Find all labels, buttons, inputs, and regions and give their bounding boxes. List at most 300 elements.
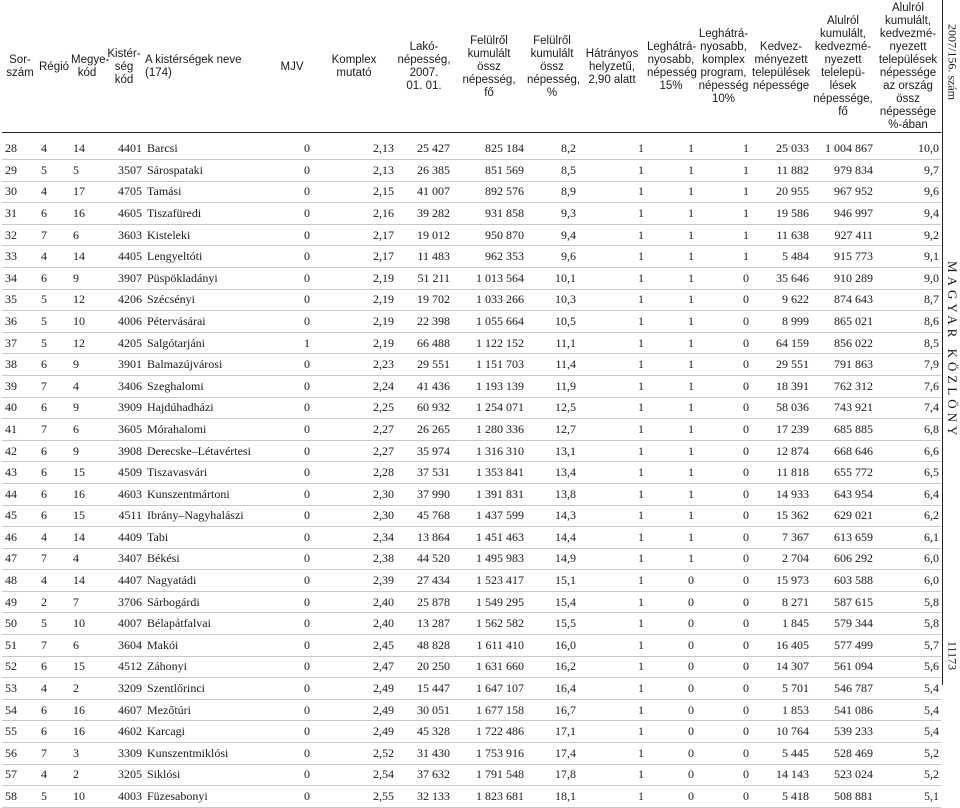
cell-serial: 47 [2, 548, 38, 570]
cell-mjv: 0 [272, 635, 312, 657]
cell-disadvantaged: 1 [578, 635, 646, 657]
cell-cum-pop-bottom-pct: 6,1 [875, 527, 941, 549]
cell-subregion-code: 4407 [104, 570, 144, 592]
cell-subregion-name: Püspökladányi [144, 267, 272, 289]
cell-region: 4 [38, 764, 70, 786]
cell-region: 6 [38, 462, 70, 484]
cell-subregion-name: Tiszafüredi [144, 203, 272, 225]
cell-cum-pop-bottom: 655 772 [811, 462, 875, 484]
cell-cum-pop-top: 1 151 703 [452, 354, 526, 376]
cell-cum-pop-bottom: 967 952 [811, 181, 875, 203]
cell-cum-pop-bottom: 643 954 [811, 483, 875, 505]
cell-region: 6 [38, 699, 70, 721]
cell-cum-pop-top-pct: 8,2 [526, 133, 578, 160]
cell-most-disadv-10: 0 [696, 527, 751, 549]
header-col-most-disadv-10: Leghátrá- nyosabb, komplex program, népesség 10% [696, 2, 751, 133]
cell-favoured-pop: 29 551 [751, 354, 811, 376]
cell-subregion-code: 3209 [104, 678, 144, 700]
cell-cum-pop-top: 1 280 336 [452, 419, 526, 441]
cell-most-disadv-15: 0 [646, 764, 696, 786]
cell-serial: 38 [2, 354, 38, 376]
cell-cum-pop-top-pct: 9,4 [526, 224, 578, 246]
cell-population: 20 250 [396, 656, 452, 678]
cell-subregion-code: 4603 [104, 483, 144, 505]
cell-cum-pop-top-pct: 15,1 [526, 570, 578, 592]
cell-most-disadv-10: 0 [696, 354, 751, 376]
cell-favoured-pop: 11 882 [751, 160, 811, 182]
cell-favoured-pop: 7 367 [751, 527, 811, 549]
cell-region: 6 [38, 354, 70, 376]
cell-region: 7 [38, 224, 70, 246]
cell-county-code: 9 [70, 354, 104, 376]
cell-subregion-name: Sárospataki [144, 160, 272, 182]
cell-mjv: 0 [272, 699, 312, 721]
cell-mjv: 0 [272, 505, 312, 527]
table-row [2, 203, 941, 225]
cell-population: 22 398 [396, 311, 452, 333]
cell-subregion-code: 3309 [104, 743, 144, 765]
cell-favoured-pop: 58 036 [751, 397, 811, 419]
cell-cum-pop-top: 1 722 486 [452, 721, 526, 743]
cell-favoured-pop: 1 853 [751, 699, 811, 721]
cell-cum-pop-bottom: 915 773 [811, 246, 875, 268]
cell-serial: 49 [2, 591, 38, 613]
cell-county-code: 16 [70, 483, 104, 505]
cell-most-disadv-10: 0 [696, 570, 751, 592]
cell-disadvantaged: 1 [578, 311, 646, 333]
cell-disadvantaged: 1 [578, 440, 646, 462]
cell-complex-index: 2,28 [312, 462, 396, 484]
cell-cum-pop-top-pct: 17,8 [526, 764, 578, 786]
cell-disadvantaged: 1 [578, 224, 646, 246]
header-col-serial: Sor- szám [2, 2, 38, 133]
cell-serial: 34 [2, 267, 38, 289]
cell-most-disadv-15: 1 [646, 332, 696, 354]
cell-cum-pop-bottom-pct: 7,6 [875, 375, 941, 397]
cell-subregion-name: Tamási [144, 181, 272, 203]
cell-disadvantaged: 1 [578, 181, 646, 203]
table-row [2, 267, 941, 289]
cell-population: 45 768 [396, 505, 452, 527]
cell-county-code: 4 [70, 548, 104, 570]
cell-subregion-code: 4401 [104, 133, 144, 160]
cell-cum-pop-top: 1 791 548 [452, 764, 526, 786]
cell-subregion-name: Kisteleki [144, 224, 272, 246]
cell-region: 7 [38, 375, 70, 397]
cell-mjv: 0 [272, 743, 312, 765]
cell-mjv: 0 [272, 786, 312, 808]
cell-cum-pop-bottom-pct: 6,4 [875, 483, 941, 505]
cell-favoured-pop: 14 143 [751, 764, 811, 786]
cell-cum-pop-bottom: 539 233 [811, 721, 875, 743]
cell-favoured-pop: 2 704 [751, 548, 811, 570]
cell-subregion-code: 4405 [104, 246, 144, 268]
cell-disadvantaged: 1 [578, 699, 646, 721]
cell-complex-index: 2,13 [312, 160, 396, 182]
cell-subregion-name: Békési [144, 548, 272, 570]
cell-subregion-name: Tabi [144, 527, 272, 549]
cell-population: 25 878 [396, 591, 452, 613]
cell-cum-pop-bottom-pct: 5,4 [875, 721, 941, 743]
cell-most-disadv-15: 0 [646, 613, 696, 635]
cell-subregion-name: Makói [144, 635, 272, 657]
cell-subregion-name: Szentlőrinci [144, 678, 272, 700]
cell-population: 39 282 [396, 203, 452, 225]
cell-subregion-code: 3908 [104, 440, 144, 462]
table-row [2, 246, 941, 268]
cell-favoured-pop: 1 845 [751, 613, 811, 635]
table-row [2, 527, 941, 549]
cell-cum-pop-top-pct: 15,5 [526, 613, 578, 635]
cell-favoured-pop: 5 418 [751, 786, 811, 808]
cell-cum-pop-top-pct: 9,3 [526, 203, 578, 225]
cell-disadvantaged: 1 [578, 548, 646, 570]
cell-mjv: 0 [272, 721, 312, 743]
cell-cum-pop-top-pct: 12,5 [526, 397, 578, 419]
cell-county-code: 16 [70, 699, 104, 721]
cell-most-disadv-10: 0 [696, 311, 751, 333]
cell-favoured-pop: 17 239 [751, 419, 811, 441]
cell-population: 13 287 [396, 613, 452, 635]
cell-favoured-pop: 5 445 [751, 743, 811, 765]
cell-cum-pop-bottom-pct: 8,6 [875, 311, 941, 333]
cell-disadvantaged: 1 [578, 721, 646, 743]
cell-subregion-code: 3604 [104, 635, 144, 657]
cell-complex-index: 2,54 [312, 764, 396, 786]
cell-region: 5 [38, 289, 70, 311]
journal-title: MAGYAR KÖZLÖNY [945, 260, 960, 440]
cell-subregion-name: Karcagi [144, 721, 272, 743]
cell-serial: 32 [2, 224, 38, 246]
cell-serial: 28 [2, 133, 38, 160]
cell-cum-pop-top: 1 055 664 [452, 311, 526, 333]
cell-mjv: 0 [272, 591, 312, 613]
cell-serial: 54 [2, 699, 38, 721]
cell-most-disadv-15: 0 [646, 786, 696, 808]
cell-county-code: 3 [70, 743, 104, 765]
cell-disadvantaged: 1 [578, 483, 646, 505]
table-row [2, 181, 941, 203]
cell-most-disadv-10: 0 [696, 548, 751, 570]
cell-serial: 46 [2, 527, 38, 549]
cell-disadvantaged: 1 [578, 267, 646, 289]
cell-most-disadv-10: 0 [696, 721, 751, 743]
cell-serial: 35 [2, 289, 38, 311]
cell-cum-pop-bottom: 874 643 [811, 289, 875, 311]
cell-cum-pop-bottom: 979 834 [811, 160, 875, 182]
table-row [2, 786, 941, 808]
cell-favoured-pop: 8 271 [751, 591, 811, 613]
cell-cum-pop-bottom: 743 921 [811, 397, 875, 419]
cell-cum-pop-bottom: 528 469 [811, 743, 875, 765]
header-col-favoured-pop: Kedvez- ményezett települések népessége [751, 2, 811, 133]
cell-favoured-pop: 15 362 [751, 505, 811, 527]
cell-most-disadv-15: 1 [646, 440, 696, 462]
cell-population: 26 265 [396, 419, 452, 441]
cell-favoured-pop: 18 391 [751, 375, 811, 397]
header-col-mjv: MJV [272, 2, 312, 133]
cell-cum-pop-bottom-pct: 8,7 [875, 289, 941, 311]
cell-subregion-name: Ibrány–Nagyhalászi [144, 505, 272, 527]
cell-serial: 45 [2, 505, 38, 527]
table-row [2, 743, 941, 765]
cell-subregion-code: 3603 [104, 224, 144, 246]
cell-county-code: 12 [70, 332, 104, 354]
cell-mjv: 0 [272, 483, 312, 505]
table-row [2, 570, 941, 592]
cell-most-disadv-15: 1 [646, 224, 696, 246]
cell-complex-index: 2,55 [312, 786, 396, 808]
cell-subregion-code: 3909 [104, 397, 144, 419]
cell-cum-pop-top-pct: 16,4 [526, 678, 578, 700]
cell-subregion-name: Nagyatádi [144, 570, 272, 592]
cell-subregion-code: 3406 [104, 375, 144, 397]
cell-disadvantaged: 1 [578, 289, 646, 311]
cell-favoured-pop: 14 933 [751, 483, 811, 505]
cell-complex-index: 2,25 [312, 397, 396, 419]
cell-cum-pop-top-pct: 15,4 [526, 591, 578, 613]
table-row [2, 332, 941, 354]
cell-mjv: 0 [272, 289, 312, 311]
cell-cum-pop-bottom-pct: 5,7 [875, 635, 941, 657]
cell-subregion-code: 4003 [104, 786, 144, 808]
cell-population: 26 385 [396, 160, 452, 182]
cell-population: 13 864 [396, 527, 452, 549]
cell-most-disadv-15: 1 [646, 354, 696, 376]
cell-cum-pop-top-pct: 11,9 [526, 375, 578, 397]
cell-cum-pop-bottom: 946 997 [811, 203, 875, 225]
cell-cum-pop-top-pct: 11,1 [526, 332, 578, 354]
cell-region: 5 [38, 332, 70, 354]
cell-most-disadv-10: 0 [696, 699, 751, 721]
cell-cum-pop-top: 1 562 582 [452, 613, 526, 635]
cell-most-disadv-10: 0 [696, 419, 751, 441]
table-row [2, 699, 941, 721]
cell-region: 4 [38, 246, 70, 268]
cell-mjv: 0 [272, 224, 312, 246]
cell-cum-pop-top: 892 576 [452, 181, 526, 203]
cell-subregion-name: Lengyeltóti [144, 246, 272, 268]
cell-favoured-pop: 20 955 [751, 181, 811, 203]
data-table [2, 2, 941, 808]
header-col-cum-pop-bottom-pct: Alulról kumulált, kedvezmé- nyezett települések népessége az ország össz népessége %-ában [875, 2, 941, 133]
cell-complex-index: 2,52 [312, 743, 396, 765]
cell-most-disadv-10: 0 [696, 267, 751, 289]
cell-most-disadv-10: 0 [696, 743, 751, 765]
page-number: 11173 [945, 641, 960, 671]
cell-complex-index: 2,27 [312, 440, 396, 462]
cell-mjv: 0 [272, 656, 312, 678]
cell-cum-pop-top-pct: 17,4 [526, 743, 578, 765]
cell-disadvantaged: 1 [578, 591, 646, 613]
cell-favoured-pop: 5 484 [751, 246, 811, 268]
cell-most-disadv-10: 0 [696, 397, 751, 419]
table-body [2, 133, 941, 808]
cell-county-code: 14 [70, 133, 104, 160]
cell-most-disadv-15: 0 [646, 570, 696, 592]
cell-county-code: 12 [70, 289, 104, 311]
cell-favoured-pop: 35 646 [751, 267, 811, 289]
cell-complex-index: 2,49 [312, 699, 396, 721]
table-row [2, 440, 941, 462]
cell-serial: 33 [2, 246, 38, 268]
cell-favoured-pop: 12 874 [751, 440, 811, 462]
cell-cum-pop-bottom: 762 312 [811, 375, 875, 397]
cell-disadvantaged: 1 [578, 375, 646, 397]
cell-disadvantaged: 1 [578, 354, 646, 376]
header-col-cum-pop-top-pct: Felülről kumulált össz népesség, % [526, 2, 578, 133]
cell-region: 6 [38, 483, 70, 505]
cell-region: 4 [38, 133, 70, 160]
cell-most-disadv-10: 0 [696, 483, 751, 505]
cell-region: 5 [38, 613, 70, 635]
cell-most-disadv-10: 0 [696, 786, 751, 808]
cell-region: 6 [38, 656, 70, 678]
table-row [2, 678, 941, 700]
table-row [2, 721, 941, 743]
cell-favoured-pop: 16 405 [751, 635, 811, 657]
cell-most-disadv-15: 1 [646, 505, 696, 527]
table-row [2, 419, 941, 441]
cell-cum-pop-top: 1 437 599 [452, 505, 526, 527]
cell-serial: 53 [2, 678, 38, 700]
cell-serial: 57 [2, 764, 38, 786]
cell-county-code: 7 [70, 591, 104, 613]
cell-population: 66 488 [396, 332, 452, 354]
cell-cum-pop-bottom-pct: 6,8 [875, 419, 941, 441]
cell-cum-pop-top: 1 122 152 [452, 332, 526, 354]
header-col-region: Régió [38, 2, 70, 133]
header-col-county-code: Megye- kód [70, 2, 104, 133]
cell-cum-pop-bottom: 508 881 [811, 786, 875, 808]
cell-cum-pop-bottom: 791 863 [811, 354, 875, 376]
cell-county-code: 16 [70, 721, 104, 743]
cell-population: 41 436 [396, 375, 452, 397]
cell-disadvantaged: 1 [578, 332, 646, 354]
cell-subregion-name: Barcsi [144, 133, 272, 160]
cell-subregion-name: Sárbogárdi [144, 591, 272, 613]
cell-population: 15 447 [396, 678, 452, 700]
cell-region: 4 [38, 678, 70, 700]
cell-population: 30 051 [396, 699, 452, 721]
cell-disadvantaged: 1 [578, 133, 646, 160]
cell-favoured-pop: 15 973 [751, 570, 811, 592]
cell-cum-pop-bottom-pct: 9,2 [875, 224, 941, 246]
cell-population: 51 211 [396, 267, 452, 289]
cell-subregion-code: 3205 [104, 764, 144, 786]
cell-county-code: 6 [70, 224, 104, 246]
cell-most-disadv-10: 0 [696, 505, 751, 527]
cell-cum-pop-top-pct: 13,4 [526, 462, 578, 484]
cell-region: 2 [38, 591, 70, 613]
cell-mjv: 0 [272, 311, 312, 333]
cell-disadvantaged: 1 [578, 527, 646, 549]
cell-cum-pop-top: 851 569 [452, 160, 526, 182]
cell-most-disadv-10: 0 [696, 591, 751, 613]
cell-cum-pop-top-pct: 8,5 [526, 160, 578, 182]
cell-most-disadv-15: 1 [646, 527, 696, 549]
cell-most-disadv-10: 0 [696, 635, 751, 657]
cell-subregion-code: 4006 [104, 311, 144, 333]
cell-population: 60 932 [396, 397, 452, 419]
cell-population: 25 427 [396, 133, 452, 160]
cell-most-disadv-15: 1 [646, 203, 696, 225]
issue-number: 2007/156. szám [945, 24, 960, 100]
cell-cum-pop-top: 1 391 831 [452, 483, 526, 505]
cell-serial: 30 [2, 181, 38, 203]
cell-subregion-name: Mezőtúri [144, 699, 272, 721]
cell-subregion-code: 4602 [104, 721, 144, 743]
table-row [2, 133, 941, 160]
cell-region: 7 [38, 548, 70, 570]
cell-favoured-pop: 8 999 [751, 311, 811, 333]
cell-mjv: 0 [272, 527, 312, 549]
cell-complex-index: 2,13 [312, 133, 396, 160]
cell-county-code: 14 [70, 246, 104, 268]
cell-county-code: 16 [70, 203, 104, 225]
cell-disadvantaged: 1 [578, 505, 646, 527]
cell-subregion-name: Szeghalomi [144, 375, 272, 397]
cell-most-disadv-10: 0 [696, 764, 751, 786]
cell-serial: 50 [2, 613, 38, 635]
cell-most-disadv-10: 0 [696, 332, 751, 354]
cell-cum-pop-bottom-pct: 9,4 [875, 203, 941, 225]
cell-cum-pop-bottom-pct: 10,0 [875, 133, 941, 160]
cell-favoured-pop: 14 307 [751, 656, 811, 678]
cell-most-disadv-10: 0 [696, 656, 751, 678]
cell-subregion-name: Bélapátfalvai [144, 613, 272, 635]
cell-most-disadv-15: 1 [646, 311, 696, 333]
cell-subregion-name: Pétervásárai [144, 311, 272, 333]
cell-most-disadv-15: 0 [646, 743, 696, 765]
cell-population: 45 328 [396, 721, 452, 743]
cell-mjv: 1 [272, 332, 312, 354]
cell-cum-pop-top-pct: 12,7 [526, 419, 578, 441]
cell-most-disadv-15: 1 [646, 483, 696, 505]
cell-complex-index: 2,40 [312, 591, 396, 613]
cell-complex-index: 2,38 [312, 548, 396, 570]
cell-cum-pop-bottom-pct: 6,6 [875, 440, 941, 462]
cell-cum-pop-bottom: 1 004 867 [811, 133, 875, 160]
cell-subregion-code: 4512 [104, 656, 144, 678]
cell-most-disadv-10: 1 [696, 181, 751, 203]
cell-complex-index: 2,39 [312, 570, 396, 592]
cell-complex-index: 2,34 [312, 527, 396, 549]
cell-population: 41 007 [396, 181, 452, 203]
cell-region: 5 [38, 160, 70, 182]
cell-county-code: 10 [70, 311, 104, 333]
cell-complex-index: 2,45 [312, 635, 396, 657]
cell-cum-pop-top-pct: 13,1 [526, 440, 578, 462]
cell-cum-pop-top: 1 316 310 [452, 440, 526, 462]
cell-subregion-code: 3901 [104, 354, 144, 376]
cell-mjv: 0 [272, 678, 312, 700]
cell-cum-pop-top: 1 631 660 [452, 656, 526, 678]
cell-serial: 36 [2, 311, 38, 333]
cell-cum-pop-bottom-pct: 9,7 [875, 160, 941, 182]
cell-population: 19 012 [396, 224, 452, 246]
cell-mjv: 0 [272, 570, 312, 592]
cell-most-disadv-15: 1 [646, 548, 696, 570]
cell-subregion-name: Szécsényi [144, 289, 272, 311]
cell-region: 4 [38, 181, 70, 203]
cell-cum-pop-bottom: 561 094 [811, 656, 875, 678]
cell-serial: 52 [2, 656, 38, 678]
cell-mjv: 0 [272, 267, 312, 289]
cell-complex-index: 2,19 [312, 267, 396, 289]
page-sidebar [942, 0, 960, 685]
cell-subregion-name: Füzesabonyi [144, 786, 272, 808]
